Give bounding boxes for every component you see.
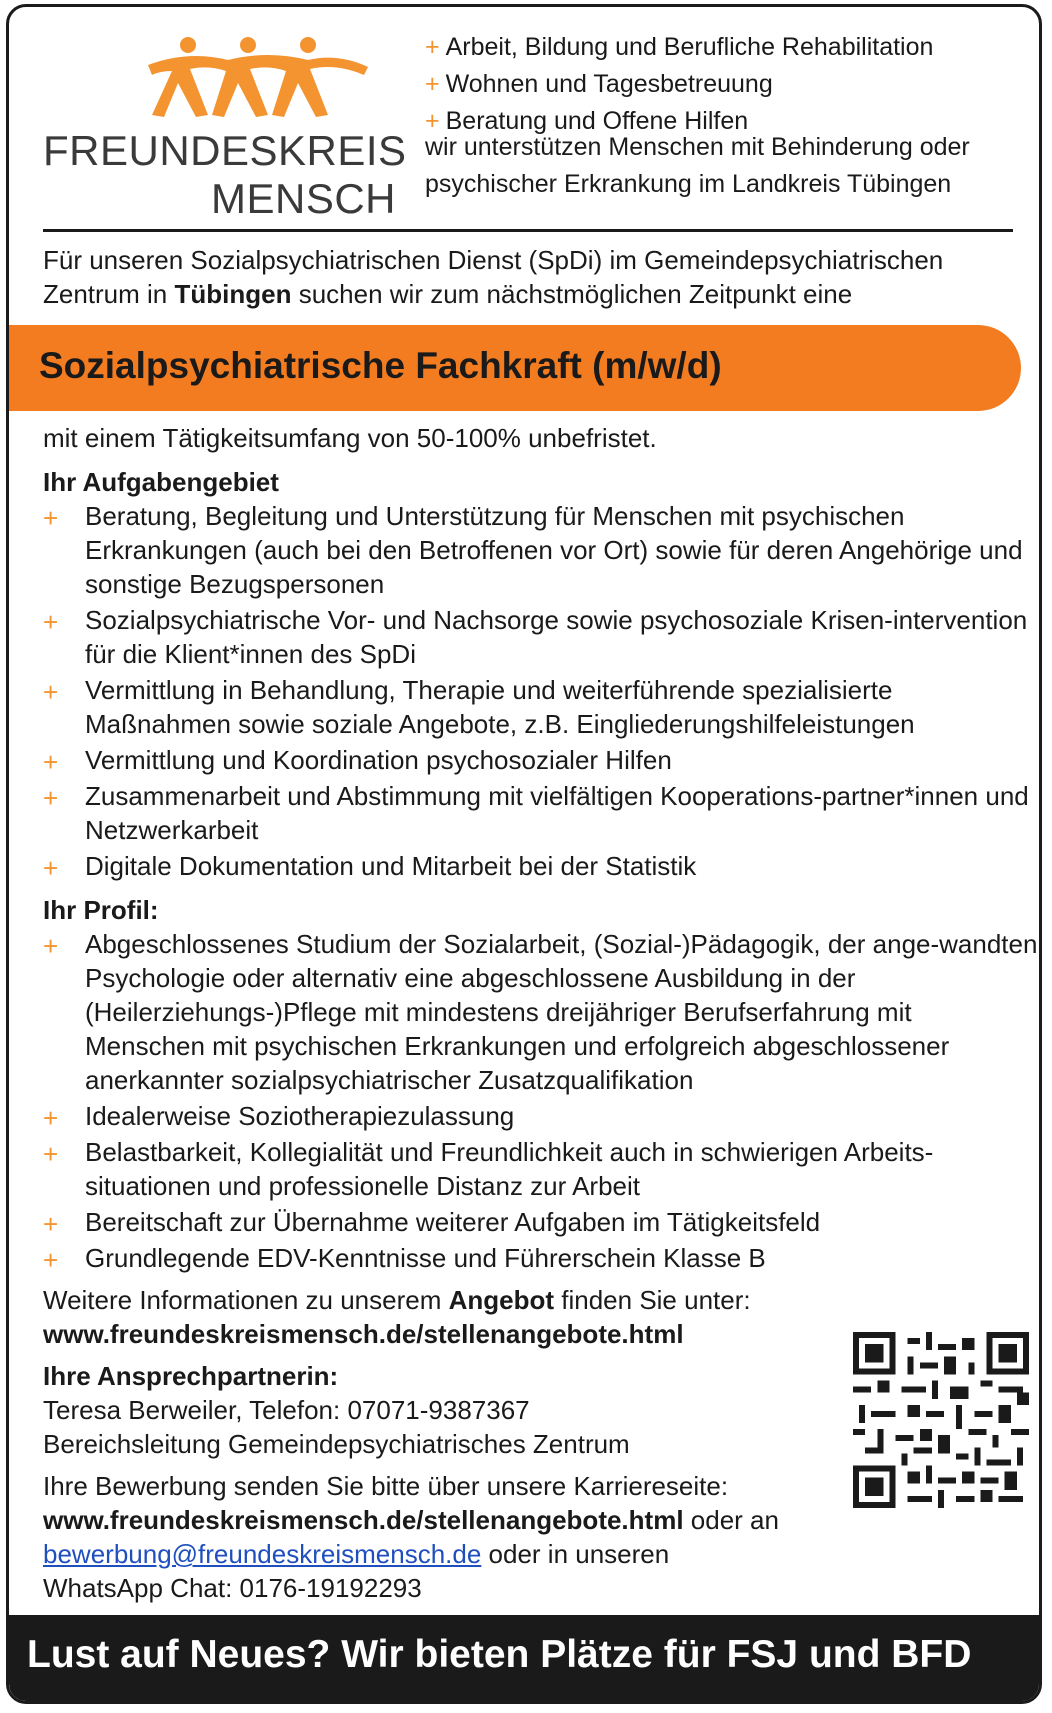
list-item: + Sozialpsychiatrische Vor- und Nachsorge sowie psychosoziale Krisen-intervention für die Klient*innen des SpDi — [43, 605, 1028, 669]
contact-name-phone: Teresa Berweiler, Telefon: 07071-9387367 — [43, 1395, 530, 1425]
plus-icon: + — [425, 70, 440, 98]
profile-list — [43, 927, 1038, 1275]
apply-url-link[interactable]: www.freundeskreismensch.de/stellenangebote.html — [43, 1505, 684, 1535]
plus-icon: + — [43, 1139, 59, 1169]
list-item: + Bereitschaft zur Übernahme weiterer Aufgaben im Tätigkeitsfeld — [43, 1207, 821, 1239]
plus-icon: + — [425, 33, 440, 61]
title-banner — [9, 325, 1021, 411]
people-figures-icon — [128, 35, 428, 125]
list-item: + Belastbarkeit, Kollegialität und Freundlichkeit auch in schwierigen Arbeits-situationen und professionelle Distanz zur Arbeit — [43, 1137, 934, 1201]
plus-icon: + — [43, 747, 59, 777]
apply-email-line: bewerbung@freundeskreismensch.de oder in unseren — [43, 1539, 670, 1569]
job-ad-frame — [6, 4, 1042, 1704]
plus-icon: + — [43, 503, 59, 533]
list-item: + Vermittlung und Koordination psychosozialer Hilfen — [43, 745, 672, 777]
service-item: + Beratung und Offene Hilfen — [425, 107, 749, 135]
qr-code-icon[interactable] — [853, 1332, 1029, 1508]
logo-text-line1: FREUNDESKREIS — [43, 127, 407, 174]
plus-icon: + — [43, 1209, 59, 1239]
services-list — [425, 29, 1025, 140]
plus-icon: + — [43, 931, 59, 961]
apply-url-line: www.freundeskreismensch.de/stellenangebote.html oder an — [43, 1505, 779, 1535]
mission-statement: wir unterstützen Menschen mit Behinderung oder psychischer Erkrankung im Landkreis Tübingen — [425, 133, 970, 198]
plus-icon: + — [425, 107, 440, 135]
info-url-link[interactable]: www.freundeskreismensch.de/stellenangebote.html — [43, 1319, 684, 1349]
list-item: + Abgeschlossenes Studium der Sozialarbeit, (Sozial-)Pädagogik, der ange-wandten Psychologie oder alternativ eine abgeschlossene Ausbildung in der (Heilerziehungs-)Pflege mit mindestens dreijähriger Berufserfahrung mit Menschen mit psychischen Erkrankungen und erfolgreich abgeschlossener anerkannter sozialpsychiatrischer Zusatzqualifikation — [43, 929, 1038, 1095]
plus-icon: + — [43, 853, 59, 883]
apply-text: Ihre Bewerbung senden Sie bitte über unsere Karriereseite: — [43, 1471, 729, 1501]
divider — [43, 229, 1013, 232]
scope-text: mit einem Tätigkeitsumfang von 50-100% unbefristet. — [43, 423, 657, 453]
info-text: Weitere Informationen zu unserem Angebot finden Sie unter: — [43, 1285, 751, 1315]
contact-heading: Ihre Ansprechpartnerin: — [43, 1361, 339, 1391]
service-item: + Wohnen und Tagesbetreuung — [425, 70, 773, 98]
footer-banner — [9, 1615, 1042, 1701]
list-item: + Idealerweise Soziotherapiezulassung — [43, 1101, 515, 1133]
list-item: + Beratung, Begleitung und Unterstützung für Menschen mit psychischen Erkrankungen (auch bei den Betroffenen vor Ort) sowie für deren Angehörige und sonstige Bezugspersonen — [43, 501, 1023, 599]
list-item: + Vermittlung in Behandlung, Therapie und weiterführende spezialisierte Maßnahmen sowie soziale Angebote, z.B. Eingliederungshilfeleistungen — [43, 675, 915, 739]
lead-text: Für unseren Sozialpsychiatrischen Dienst (SpDi) im Gemeindepsychiatrischen Zentrum in Tübingen suchen wir zum nächstmöglichen Zeitpunkt eine — [43, 245, 944, 309]
tasks-list — [43, 499, 1038, 883]
logo-text-line2: MENSCH — [211, 175, 397, 222]
service-item: + Arbeit, Bildung und Berufliche Rehabilitation — [425, 33, 934, 61]
job-title: Sozialpsychiatrische Fachkraft (m/w/d) — [39, 345, 722, 386]
tasks-heading: Ihr Aufgabengebiet — [43, 467, 279, 497]
plus-icon: + — [43, 607, 59, 637]
list-item: + Grundlegende EDV-Kenntnisse und Führerschein Klasse B — [43, 1243, 766, 1275]
list-item: + Digitale Dokumentation und Mitarbeit bei der Statistik — [43, 851, 697, 883]
whatsapp-text: WhatsApp Chat: 0176-19192293 — [43, 1573, 422, 1603]
footer-text: Lust auf Neues? Wir bieten Plätze für FSJ und BFD — [27, 1633, 972, 1676]
logo — [43, 35, 407, 222]
plus-icon: + — [43, 677, 59, 707]
plus-icon: + — [43, 1245, 59, 1275]
contact-role: Bereichsleitung Gemeindepsychiatrisches Zentrum — [43, 1429, 630, 1459]
email-link[interactable]: bewerbung@freundeskreismensch.de — [43, 1539, 482, 1569]
plus-icon: + — [43, 1103, 59, 1133]
plus-icon: + — [43, 783, 59, 813]
profile-heading: Ihr Profil: — [43, 895, 159, 925]
list-item: + Zusammenarbeit und Abstimmung mit vielfältigen Kooperations-partner*innen und Netzwerkarbeit — [43, 781, 1029, 845]
